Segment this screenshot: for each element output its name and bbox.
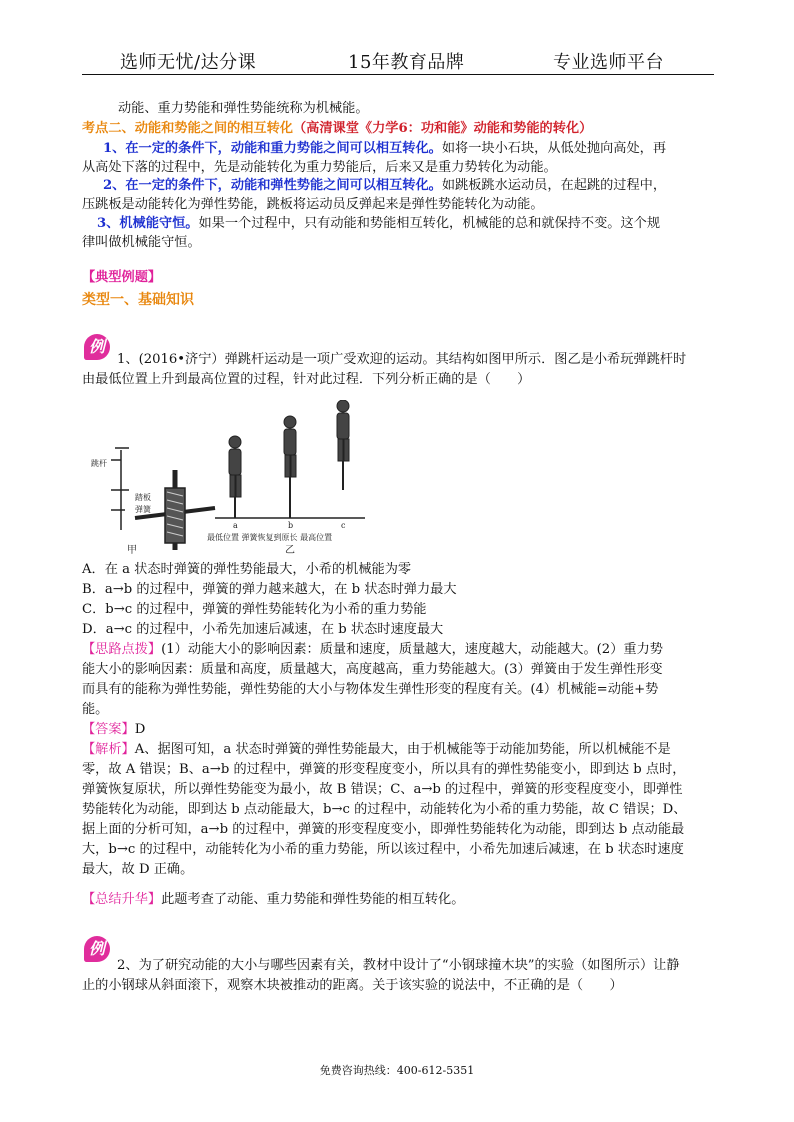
item-3-rest: 如果一个过程中，只有动能和势能相互转化，机械能的总和就保持不变。这个规: [198, 216, 661, 231]
q1-analysis-line4: 势能转化为动能，即到达 b 点动能最大，b→c 的过程中，动能转化为小希的重力势能，故 C 错误；D、: [82, 802, 687, 817]
q1-option-d[interactable]: D．a→c 的过程中，小希先加速后减速，在 b 状态时速度最大: [82, 622, 444, 637]
pogo-stick-diagram: [111, 448, 215, 550]
part-label-pole: 跳杆: [91, 459, 107, 468]
figure-label-jia: 甲: [127, 545, 137, 555]
summary-text: 此题考查了动能、重力势能和弹性势能的相互转化。: [161, 892, 465, 907]
hint-tag: 【思路点拨】: [82, 642, 162, 657]
intro-line: 动能、重力势能和弹性势能统称为机械能。: [118, 101, 369, 116]
header-center: 15年教育品牌: [348, 52, 465, 73]
hint-text-1: (1）动能大小的影响因素：质量和速度，质量越大，速度越大，动能越大。(2）重力势: [161, 642, 663, 657]
page-header: [0, 48, 794, 74]
q1-hint-line2: 能大小的影响因素：质量和高度，质量越大，高度越高，重力势能越大。(3）弹簧由于发生弹性形变: [82, 662, 663, 677]
analysis-tag: 【解析】: [82, 742, 135, 757]
q1-line1: 1、(2016•济宁）弹跳杆运动是一项广受欢迎的运动。其结构如图甲所示．图乙是小希玩弹跳杆时: [117, 352, 687, 367]
part-label-pedal: 踏板: [135, 493, 151, 502]
answer-tag: 【答案】: [82, 722, 135, 737]
header-left: 选师无忧/达分课: [120, 52, 257, 73]
pos-label-a: a: [233, 521, 238, 530]
q1-line2: 由最低位置上升到最高位置的过程，针对此过程．下列分析正确的是（ ）: [82, 372, 531, 387]
section2-item-1: [103, 139, 666, 159]
section2-item-2-line2: 压跳板是动能转化为弹性势能，跳板将运动员反弹起来是弹性势能转化为动能。: [82, 197, 544, 212]
q1-option-a[interactable]: A．在 a 状态时弹簧的弹性势能最大，小希的机械能为零: [82, 562, 412, 577]
item-1-rest: 如将一块小石块，从低处抛向高处，再: [441, 141, 667, 156]
item-3-bold: 3、机械能守恒。: [97, 216, 199, 231]
example-badge-2: 例: [84, 936, 110, 962]
jumper-b: [284, 416, 296, 518]
answer-value: D: [134, 722, 146, 737]
header-divider: [82, 74, 714, 75]
header-right: 专业选师平台: [553, 52, 664, 73]
q2-line1: 2、为了研究动能的大小与哪些因素有关，教材中设计了“小钢球撞木块”的实验（如图所示）让静: [117, 958, 680, 973]
q1-analysis-line1: [82, 740, 671, 760]
typical-examples-heading: 【典型例题】: [82, 270, 162, 285]
q1-analysis-line2: 零，故 A 错误；B、a→b 的过程中，弹簧的形变程度变小，所以具有的弹性势能变小，即到达 b 点时，: [82, 762, 686, 777]
q1-analysis-line6: 大，b→c 的过程中，动能转化为小希的重力势能，所以该过程中，小希先加速后减速，在 b 状态时速度: [82, 842, 684, 857]
q2-line2: 止的小钢球从斜面滚下，观察木块被推动的距离。关于该实验的说法中，不正确的是（ ）: [82, 978, 623, 993]
q1-analysis-line3: 弹簧恢复原状，所以弹性势能变为最小，故 B 错误；C、a→b 的过程中，弹簧的形变程度变小，即弹性: [82, 782, 683, 797]
section2-title: 考点二、动能和势能之间的相互转化: [82, 121, 293, 136]
section2-heading: [82, 119, 592, 139]
section2-item-1-line2: 从高处下落的过程中，先是动能转化为重力势能后，后来又是重力势转化为动能。: [82, 160, 557, 175]
jumper-c: [337, 400, 349, 490]
type1-heading: 类型一、基础知识: [82, 292, 194, 308]
footer-hotline: 免费咨询热线：400-612-5351: [319, 1064, 475, 1077]
pos-label-b: b: [288, 521, 294, 530]
q1-figure: [85, 400, 385, 555]
part-label-spring: 弹簧: [135, 505, 151, 514]
item-2-rest: 如跳板跳水运动员，在起跳的过程中，: [441, 178, 667, 193]
section2-item-2: [103, 176, 666, 196]
position-caption: 最低位置 弹簧恢复到原长 最高位置: [207, 533, 333, 542]
q1-summary: [82, 890, 464, 910]
q1-hint-line1: [82, 640, 663, 660]
q1-answer: [82, 720, 145, 740]
section2-link[interactable]: （高清课堂《力学6：功和能》动能和势能的转化）: [293, 121, 593, 136]
item-1-bold: 1、在一定的条件下，动能和重力势能之间可以相互转化。: [103, 141, 442, 156]
jumper-a: [229, 436, 241, 518]
section2-item-3: [97, 214, 660, 234]
q1-analysis-line7: 最大，故 D 正确。: [82, 862, 194, 877]
q1-analysis-line5: 据上面的分析可知，a→b 的过程中，弹簧的形变程度变小，即弹性势能转化为动能，即到达 b 点动能最: [82, 822, 685, 837]
section2-item-3-line2: 律叫做机械能守恒。: [82, 235, 201, 250]
example-badge-1: 例: [84, 334, 110, 360]
summary-tag: 【总结升华】: [82, 892, 162, 907]
q1-hint-line3: 而具有的能称为弹性势能，弹性势能的大小与物体发生弹性形变的程度有关。(4）机械能=动能+势: [82, 682, 659, 697]
q1-hint-line4: 能。: [82, 702, 109, 717]
q1-option-b[interactable]: B．a→b 的过程中，弹簧的弹力越来越大，在 b 状态时弹力最大: [82, 582, 457, 597]
pos-label-c: c: [341, 521, 346, 530]
figure-label-yi: 乙: [285, 545, 295, 555]
q1-option-c[interactable]: C．b→c 的过程中，弹簧的弹性势能转化为小希的重力势能: [82, 602, 427, 617]
analysis-text-1: A、据图可知，a 状态时弹簧的弹性势能最大，由于机械能等于动能加势能，所以机械能不是: [134, 742, 671, 757]
item-2-bold: 2、在一定的条件下，动能和弹性势能之间可以相互转化。: [103, 178, 442, 193]
